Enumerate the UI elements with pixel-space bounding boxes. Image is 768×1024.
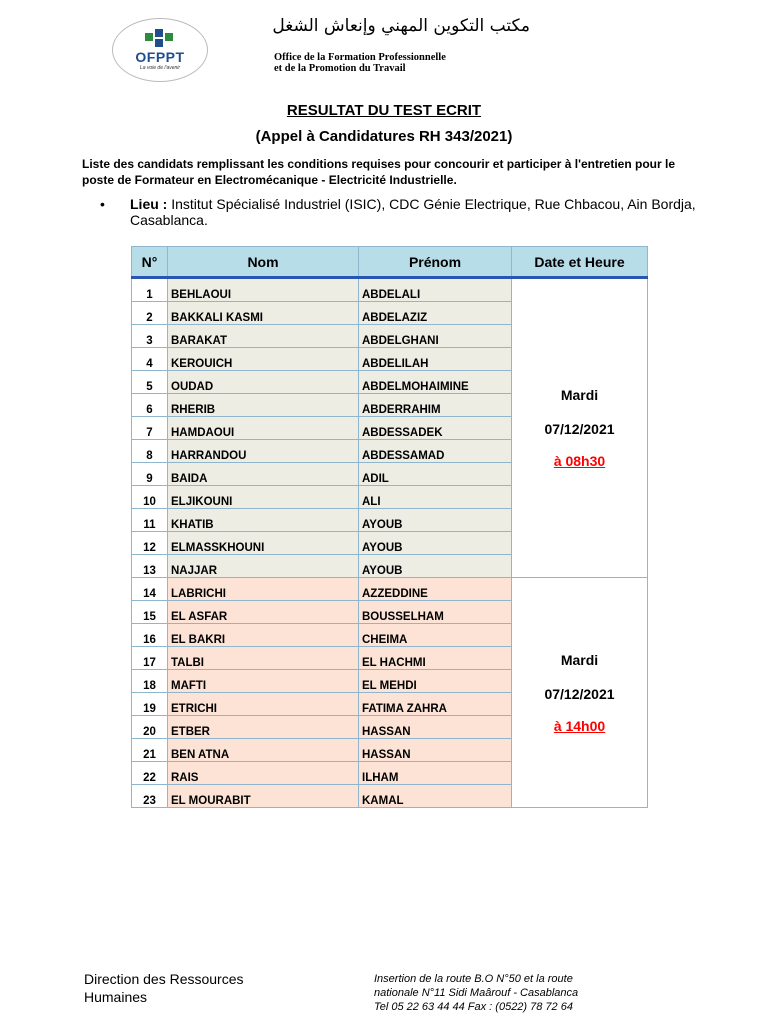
footer-right-line-3: Tel 05 22 63 44 44 Fax : (0522) 78 72 64 [374, 1001, 573, 1013]
row-prenom: ABDELALI [359, 278, 512, 302]
row-number: 3 [132, 325, 168, 348]
table-row [132, 278, 648, 302]
row-nom: KHATIB [168, 509, 359, 532]
row-nom: ETBER [168, 716, 359, 739]
table-row [132, 578, 648, 601]
row-prenom: ABDESSADEK [359, 417, 512, 440]
row-number: 13 [132, 555, 168, 578]
row-number: 11 [132, 509, 168, 532]
table-header-row [132, 247, 648, 278]
footer-left-line-1: Direction des Ressources [84, 971, 244, 987]
row-prenom: AYOUB [359, 509, 512, 532]
bullet-icon: • [100, 196, 105, 212]
row-prenom: AYOUB [359, 555, 512, 578]
row-prenom: FATIMA ZAHRA [359, 693, 512, 716]
row-number: 4 [132, 348, 168, 371]
row-prenom: HASSAN [359, 739, 512, 762]
office-name [274, 52, 446, 74]
session-time: à 08h30 [553, 453, 606, 469]
row-nom: MAFTI [168, 670, 359, 693]
session-cell-1 [512, 278, 648, 578]
row-prenom: ABDELMOHAIMINE [359, 371, 512, 394]
row-nom: HARRANDOU [168, 440, 359, 463]
row-prenom: ABDERRAHIM [359, 394, 512, 417]
session-time: à 14h00 [553, 717, 606, 734]
row-number: 19 [132, 693, 168, 716]
row-nom: ETRICHI [168, 693, 359, 716]
footer-left-line-2: Humaines [84, 989, 148, 1005]
row-nom: ELMASSKHOUNI [168, 532, 359, 555]
footer-right-line-1: Insertion de la route B.O N°50 et la route [374, 973, 573, 985]
results-table [131, 246, 648, 808]
lieu-label: Lieu : [130, 196, 168, 212]
row-prenom: AYOUB [359, 532, 512, 555]
row-number: 17 [132, 647, 168, 670]
row-nom: RHERIB [168, 394, 359, 417]
row-number: 16 [132, 624, 168, 647]
row-prenom: KAMAL [359, 785, 512, 808]
row-prenom: EL HACHMI [359, 647, 512, 670]
row-prenom: ABDESSAMAD [359, 440, 512, 463]
row-prenom: ABDELILAH [359, 348, 512, 371]
row-number: 23 [132, 785, 168, 808]
row-nom: ELJIKOUNI [168, 486, 359, 509]
page-title: RESULTAT DU TEST ECRIT [286, 102, 482, 119]
row-number: 6 [132, 394, 168, 417]
logo-tagline: La voie de l'avenir [139, 65, 181, 71]
row-number: 20 [132, 716, 168, 739]
row-prenom: BOUSSELHAM [359, 601, 512, 624]
row-number: 22 [132, 762, 168, 785]
row-nom: BEN ATNA [168, 739, 359, 762]
session-cell-2 [512, 578, 648, 808]
row-number: 21 [132, 739, 168, 762]
row-nom: BARAKAT [168, 325, 359, 348]
lieu-text: Institut Spécialisé Industriel (ISIC), CDC Génie Electrique, Rue Chbacou, Ain Bordja, Casablanca. [130, 196, 696, 228]
row-nom: BEHLAOUI [168, 278, 359, 302]
session-day: Mardi [560, 651, 599, 668]
row-number: 12 [132, 532, 168, 555]
row-nom: NAJJAR [168, 555, 359, 578]
row-prenom: AZZEDDINE [359, 578, 512, 601]
row-prenom: ILHAM [359, 762, 512, 785]
row-nom: EL ASFAR [168, 601, 359, 624]
footer-direction [84, 970, 304, 1006]
row-number: 7 [132, 417, 168, 440]
row-nom: BAIDA [168, 463, 359, 486]
logo-cubes-icon [143, 27, 177, 49]
row-prenom: ALI [359, 486, 512, 509]
row-number: 2 [132, 302, 168, 325]
row-nom: HAMDAOUI [168, 417, 359, 440]
row-number: 10 [132, 486, 168, 509]
session-day: Mardi [560, 387, 599, 403]
row-number: 8 [132, 440, 168, 463]
row-number: 5 [132, 371, 168, 394]
row-prenom: ABDELGHANI [359, 325, 512, 348]
session-date: 07/12/2021 [544, 421, 615, 437]
lieu-bullet [100, 196, 704, 228]
office-line-1: Office de la Formation Professionnelle [274, 52, 446, 63]
row-nom: TALBI [168, 647, 359, 670]
row-nom: EL BAKRI [168, 624, 359, 647]
row-nom: OUDAD [168, 371, 359, 394]
session-date: 07/12/2021 [544, 685, 615, 702]
row-prenom: HASSAN [359, 716, 512, 739]
header-prenom: Prénom [359, 247, 512, 278]
row-nom: LABRICHI [168, 578, 359, 601]
row-nom: BAKKALI KASMI [168, 302, 359, 325]
row-nom: RAIS [168, 762, 359, 785]
footer-right-line-2: nationale N°11 Sidi Maârouf - Casablanca [374, 987, 579, 999]
row-number: 15 [132, 601, 168, 624]
page-subtitle: (Appel à Candidatures RH 343/2021) [255, 128, 513, 145]
footer-address [374, 972, 634, 1014]
row-number: 9 [132, 463, 168, 486]
ofppt-logo [112, 18, 208, 82]
row-prenom: ADIL [359, 463, 512, 486]
intro-paragraph: Liste des candidats remplissant les conditions requises pour concourir et participer à l'entretien pour le poste de Formateur en Electromécanique - Electricité Industrielle. [82, 157, 676, 187]
row-nom: EL MOURABIT [168, 785, 359, 808]
arabic-org-name: مكتب التكوين المهني وإنعاش الشغل [272, 16, 530, 36]
row-prenom: ABDELAZIZ [359, 302, 512, 325]
row-number: 18 [132, 670, 168, 693]
office-line-2: et de la Promotion du Travail [274, 63, 406, 74]
row-prenom: CHEIMA [359, 624, 512, 647]
row-number: 14 [132, 578, 168, 601]
header-num: N° [132, 247, 168, 278]
logo-text: OFPPT [135, 49, 185, 65]
header-date: Date et Heure [512, 247, 648, 278]
header-nom: Nom [168, 247, 359, 278]
row-number: 1 [132, 278, 168, 302]
row-prenom: EL MEHDI [359, 670, 512, 693]
row-nom: KEROUICH [168, 348, 359, 371]
